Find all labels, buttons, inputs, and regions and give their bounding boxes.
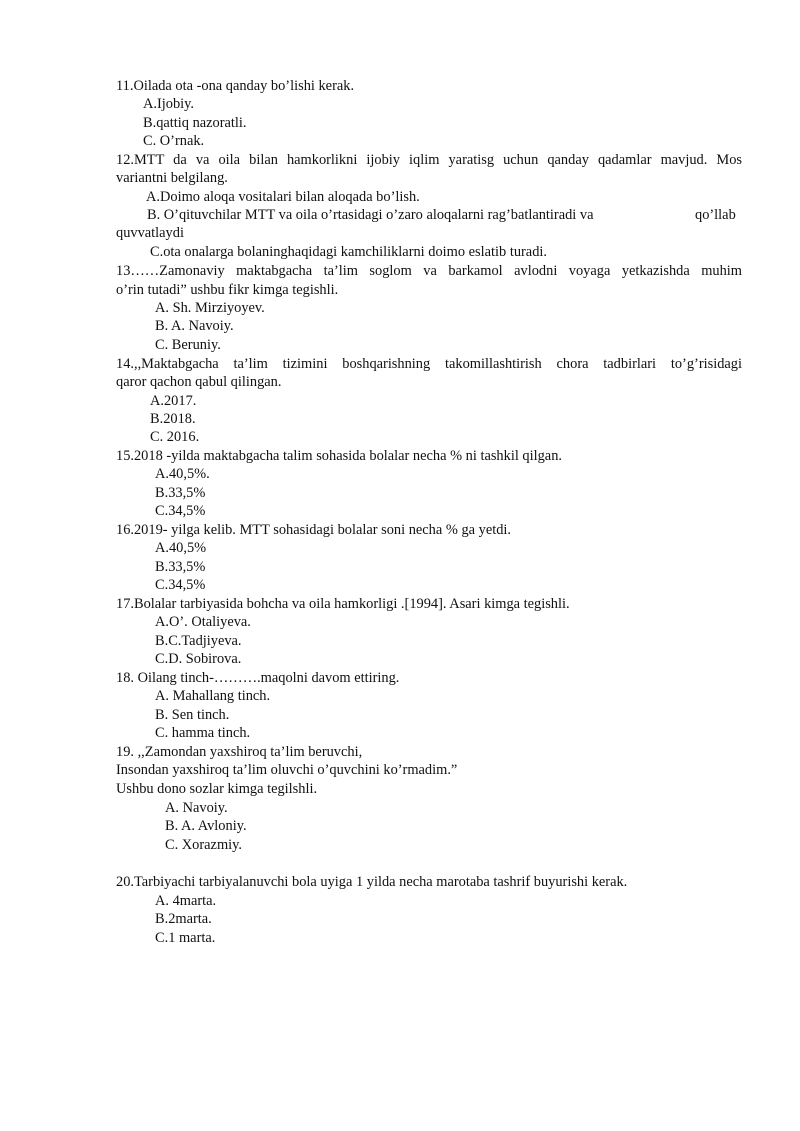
question-19-text-line-2: Insondan yaxshiroq ta’lim oluvchi o’quvchini ko’rmadim.” — [116, 762, 458, 778]
question-12-option-c: C.ota onalarga bolaninghaqidagi kamchiliklarni doimo eslatib turadi. — [150, 244, 547, 260]
question-15-text: 15.2018 -yilda maktabgacha talim sohasida bolalar necha % ni tashkil qilgan. — [116, 448, 562, 464]
question-13-text-line-2: o’rin tutadi” ushbu fikr kimga tegishli. — [116, 282, 339, 298]
question-18-text: 18. Oilang tinch-……….maqolni davom ettiring. — [116, 670, 400, 686]
question-20-option-c: C.1 marta. — [155, 930, 216, 946]
question-12-option-a: A.Doimo aloqa vositalari bilan aloqada bo’lish. — [146, 189, 420, 205]
question-12-option-b-end: qo’llab — [695, 207, 736, 223]
question-13-option-a: A. Sh. Mirziyoyev. — [155, 300, 265, 316]
question-11-option-c: C. O’rnak. — [143, 133, 205, 149]
question-14-option-b: B.2018. — [150, 411, 196, 427]
question-15-option-c: C.34,5% — [155, 503, 206, 519]
question-18-option-a: A. Mahallang tinch. — [155, 688, 271, 704]
question-13-option-b: B. A. Navoiy. — [155, 318, 234, 334]
question-16-option-a: A.40,5% — [155, 540, 207, 556]
question-14-option-c: C. 2016. — [150, 429, 200, 445]
question-17-option-c: C.D. Sobirova. — [155, 651, 242, 667]
question-20-option-b: B.2marta. — [155, 911, 212, 927]
question-16-text: 16.2019- yilga kelib. MTT sohasidagi bolalar soni necha % ga yetdi. — [116, 522, 511, 538]
question-19-option-c: C. Xorazmiy. — [165, 837, 242, 853]
question-14-option-a: A.2017. — [150, 393, 197, 409]
question-15-option-b: B.33,5% — [155, 485, 206, 501]
question-13-text-line-1: 13……Zamonaviy maktabgacha ta’lim soglom va barkamol avlodni voyaga yetkazishda muhim — [116, 263, 742, 279]
question-18-option-c: C. hamma tinch. — [155, 725, 251, 741]
question-15-option-a: A.40,5%. — [155, 466, 210, 482]
question-19-option-a: A. Navoiy. — [165, 800, 228, 816]
question-19-option-b: B. A. Avloniy. — [165, 818, 247, 834]
question-17-option-a: A.O’. Otaliyeva. — [155, 614, 251, 630]
question-12-option-b-cont: quvvatlaydi — [116, 225, 184, 241]
question-13-option-c: C. Beruniy. — [155, 337, 221, 353]
question-12-option-b: B. O’qituvchilar MTT va oila o’rtasidagi o’zaro aloqalarni rag’batlantiradi va — [147, 207, 594, 223]
question-11-text: 11.Oilada ota -ona qanday bo’lishi kerak. — [116, 78, 355, 94]
question-18-option-b: B. Sen tinch. — [155, 707, 230, 723]
question-17-option-b: B.C.Tadjiyeva. — [155, 633, 242, 649]
question-11-option-b: B.qattiq nazoratli. — [143, 115, 247, 131]
question-12-text-line-1: 12.MTT da va oila bilan hamkorlikni ijobiy iqlim yaratisg uchun qanday qadamlar mavjud. Mos — [116, 152, 742, 168]
question-16-option-b: B.33,5% — [155, 559, 206, 575]
question-12-text-line-2: variantni belgilang. — [116, 170, 228, 186]
question-11-option-a: A.Ijobiy. — [143, 96, 195, 112]
question-20-text: 20.Tarbiyachi tarbiyalanuvchi bola uyiga 1 yilda necha marotaba tashrif buyurishi kerak. — [116, 874, 628, 890]
question-16-option-c: C.34,5% — [155, 577, 206, 593]
question-19-text-line-3: Ushbu dono sozlar kimga tegilshli. — [116, 781, 318, 797]
question-20-option-a: A. 4marta. — [155, 893, 217, 909]
question-14-text-line-2: qaror qachon qabul qilingan. — [116, 374, 282, 390]
question-17-text: 17.Bolalar tarbiyasida bohcha va oila hamkorligi .[1994]. Asari kimga tegishli. — [116, 596, 570, 612]
question-19-text-line-1: 19. ,,Zamondan yaxshiroq ta’lim beruvchi, — [116, 744, 363, 760]
question-14-text-line-1: 14.,,Maktabgacha ta’lim tizimini boshqarishning takomillashtirish chora tadbirlari to’g’risidagi — [116, 356, 742, 372]
